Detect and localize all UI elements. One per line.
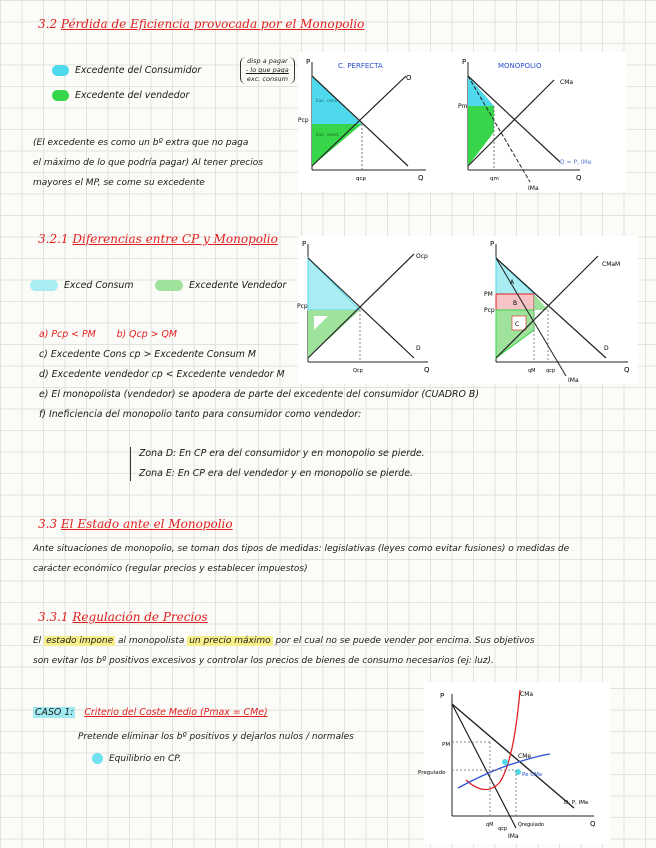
loss-zones: Zona D: En CP era del consumidor y en monopolio se pierde. Zona E: En CP era del vendedor y en monopolio se pierde.	[130, 447, 425, 481]
heading-3-2-1: 3.2.1 Diferencias entre CP y Monopolio	[38, 232, 278, 246]
svg-text:D: P, IMe: D: P, IMe	[564, 800, 589, 806]
heading-3-2-title: Pérdida de Eficiencia provocada por el Monopolio	[60, 17, 365, 31]
svg-text:Exc. vend.: Exc. vend.	[316, 133, 340, 138]
cyan-swatch-icon	[52, 65, 69, 76]
heading-3-2-num: 3.2	[38, 17, 58, 31]
light-cyan-swatch-icon	[30, 280, 58, 291]
svg-text:Qregulado: Qregulado	[518, 822, 544, 828]
svg-text:P: P	[302, 240, 307, 248]
svg-text:Exc. cons.: Exc. cons.	[316, 99, 339, 104]
svg-text:Pcp: Pcp	[297, 303, 308, 310]
svg-text:MONOPOLIO: MONOPOLIO	[498, 62, 542, 70]
legend2-consumer: Exced Consum	[30, 279, 134, 293]
chart-average-cost-regulation	[418, 682, 610, 844]
svg-text:qcp: qcp	[546, 368, 556, 374]
svg-text:D: D	[416, 345, 421, 352]
svg-text:Pcp: Pcp	[298, 117, 309, 124]
svg-text:qM: qM	[528, 368, 536, 374]
svg-text:Q: Q	[590, 820, 596, 828]
svg-text:B: B	[513, 300, 518, 307]
svg-text:Pregulado: Pregulado	[418, 770, 446, 776]
svg-text:Ocp: Ocp	[416, 253, 428, 260]
legend-consumer-surplus: Excedente del Consumidor	[52, 64, 201, 78]
svg-text:qM: qM	[486, 822, 494, 828]
case-1-goal: Pretende eliminar los bº positivos y dejarlos nulos / normales	[78, 732, 354, 742]
comparison-list: a) Pcp < PM b) Qcp > QM c) Excedente Cons cp > Excedente Consum M d) Excedente vendedor cp < Excedente vendedor M e) El monopolista (vendedor) se apodera de parte del excedente del consumidor (CUADRO B) f) Ineficiencia del monopolio tanto para consumidor como vendedor:	[39, 329, 479, 420]
heading-3-2	[38, 17, 364, 31]
heading-3-3: 3.3 El Estado ante el Monopolio	[38, 517, 233, 531]
svg-text:Q: Q	[624, 366, 630, 374]
chart-cp-vs-monopoly-top	[298, 52, 626, 192]
chart-monopoly	[458, 58, 592, 192]
heading-3-3-1: 3.3.1 Regulación de Precios	[38, 610, 208, 624]
svg-text:IMa: IMa	[508, 833, 519, 840]
svg-text:Pe CMe: Pe CMe	[522, 772, 543, 778]
svg-text:C. PERFECTA: C. PERFECTA	[338, 62, 383, 70]
svg-text:P: P	[440, 692, 445, 700]
svg-text:CMe: CMe	[518, 753, 532, 760]
svg-text:CMa: CMa	[560, 79, 574, 86]
svg-text:O: O	[406, 74, 412, 82]
svg-text:A: A	[510, 279, 515, 286]
svg-text:Qcp: Qcp	[353, 368, 363, 374]
svg-text:P: P	[490, 240, 495, 248]
legend2-seller: Excedente Vendedor	[155, 279, 286, 293]
svg-text:PM: PM	[484, 291, 493, 298]
svg-text:Q: Q	[576, 174, 582, 182]
surplus-explanation: (El excedente es como un bº extra que no paga el máximo de lo que podría pagar) Al tener precios mayores el MP, se come su excedente	[33, 138, 263, 188]
cyan-dot-icon	[92, 753, 103, 764]
state-measures-text: Ante situaciones de monopolio, se toman dos tipos de medidas: legislativas (leyes como evitar fusiones) o medidas de carácter económico (regular precios y establecer impuestos)	[33, 544, 570, 574]
svg-text:PM: PM	[442, 742, 451, 748]
svg-text:Q: Q	[418, 174, 424, 182]
svg-text:Pcp: Pcp	[484, 307, 495, 314]
svg-text:CMa: CMa	[520, 691, 534, 698]
surplus-definition-note: disp a pagar - lo que paga exc. consum	[240, 57, 295, 84]
svg-text:Pm: Pm	[458, 103, 468, 110]
svg-text:qm: qm	[490, 176, 499, 182]
svg-text:CMaM: CMaM	[602, 261, 621, 268]
case-1-equilibrium: Equilibrio en CP.	[92, 752, 181, 766]
svg-text:Q: Q	[424, 366, 430, 374]
price-regulation-text: El estado impone al monopolista un precio máximo por el cual no se puede vender por encima. Sus objetivos son evitar los bº positivos excesivos y controlar los precios de bienes de consumo necesarios (ej: luz).	[33, 636, 535, 666]
legend-seller-surplus: Excedente del vendedor	[52, 89, 189, 103]
seller-surplus-area	[312, 124, 362, 166]
svg-text:P: P	[462, 58, 467, 66]
svg-text:IMa: IMa	[568, 377, 579, 384]
svg-text:C: C	[515, 321, 520, 328]
svg-text:qcp: qcp	[498, 826, 508, 832]
svg-text:D: D	[604, 345, 609, 352]
chart-monopoly-detail	[484, 240, 630, 384]
light-green-swatch-icon	[155, 280, 183, 291]
green-swatch-icon	[52, 90, 69, 101]
case-1-heading: CASO 1: Criterio del Coste Medio (Pmax = CMe)	[35, 707, 268, 718]
svg-text:D = P, IMe: D = P, IMe	[560, 159, 592, 166]
chart-perfect-competition	[298, 58, 426, 182]
svg-text:qcp: qcp	[356, 176, 367, 182]
svg-text:P: P	[306, 58, 311, 66]
svg-text:IMa: IMa	[528, 185, 539, 192]
